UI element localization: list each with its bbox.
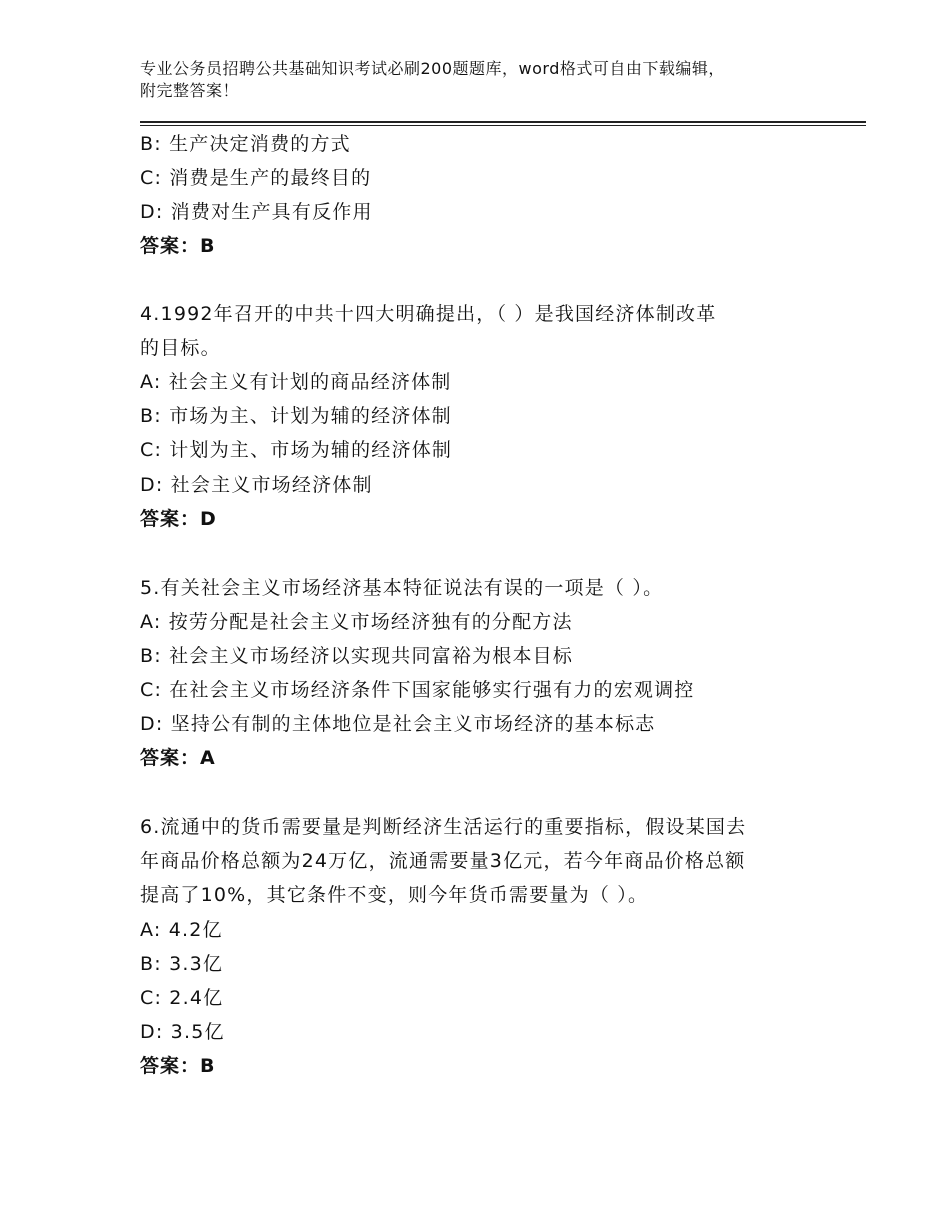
q3-option-c: C: 消费是生产的最终目的: [140, 167, 372, 189]
q6-answer: 答案：B: [140, 1055, 216, 1077]
q4-question-line-1: 4.1992年召开的中共十四大明确提出，（ ）是我国经济体制改革: [140, 303, 717, 325]
q6-option-a: A: 4.2亿: [140, 919, 223, 941]
header-line-2: 附完整答案！: [140, 81, 240, 100]
q6-option-c: C: 2.4亿: [140, 987, 224, 1009]
q4-option-b: B: 市场为主、计划为辅的经济体制: [140, 405, 452, 427]
q5-option-a: A: 按劳分配是社会主义市场经济独有的分配方法: [140, 611, 573, 633]
header-divider-thin: [140, 125, 866, 126]
q5-option-b: B: 社会主义市场经济以实现共同富裕为根本目标: [140, 645, 574, 667]
header-line-1: 专业公务员招聘公共基础知识考试必刷200题题库，word格式可自由下载编辑，: [140, 59, 725, 78]
q6-option-b: B: 3.3亿: [140, 953, 224, 975]
q6-option-d: D: 3.5亿: [140, 1021, 225, 1043]
q5-question-line-1: 5.有关社会主义市场经济基本特征说法有误的一项是（ ）。: [140, 577, 664, 599]
q5-option-c: C: 在社会主义市场经济条件下国家能够实行强有力的宏观调控: [140, 679, 695, 701]
q4-answer: 答案：D: [140, 508, 217, 530]
q6-question-line-3: 提高了10%，其它条件不变，则今年货币需要量为（ ）。: [140, 884, 649, 906]
q3-option-d: D: 消费对生产具有反作用: [140, 201, 373, 223]
q4-option-c: C: 计划为主、市场为辅的经济体制: [140, 439, 453, 461]
q6-question-line-2: 年商品价格总额为24万亿，流通需要量3亿元，若今年商品价格总额: [140, 850, 746, 872]
q4-option-a: A: 社会主义有计划的商品经济体制: [140, 371, 452, 393]
q3-option-b: B: 生产决定消费的方式: [140, 133, 351, 155]
q3-answer: 答案：B: [140, 235, 216, 257]
q4-option-d: D: 社会主义市场经济体制: [140, 474, 373, 496]
q5-option-d: D: 坚持公有制的主体地位是社会主义市场经济的基本标志: [140, 713, 656, 735]
q5-answer: 答案：A: [140, 747, 216, 769]
header-divider-thick: [140, 121, 866, 123]
q6-question-line-1: 6.流通中的货币需要量是判断经济生活运行的重要指标，假设某国去: [140, 816, 747, 838]
q4-question-line-2: 的目标。: [140, 337, 221, 359]
page-header: [140, 58, 830, 102]
